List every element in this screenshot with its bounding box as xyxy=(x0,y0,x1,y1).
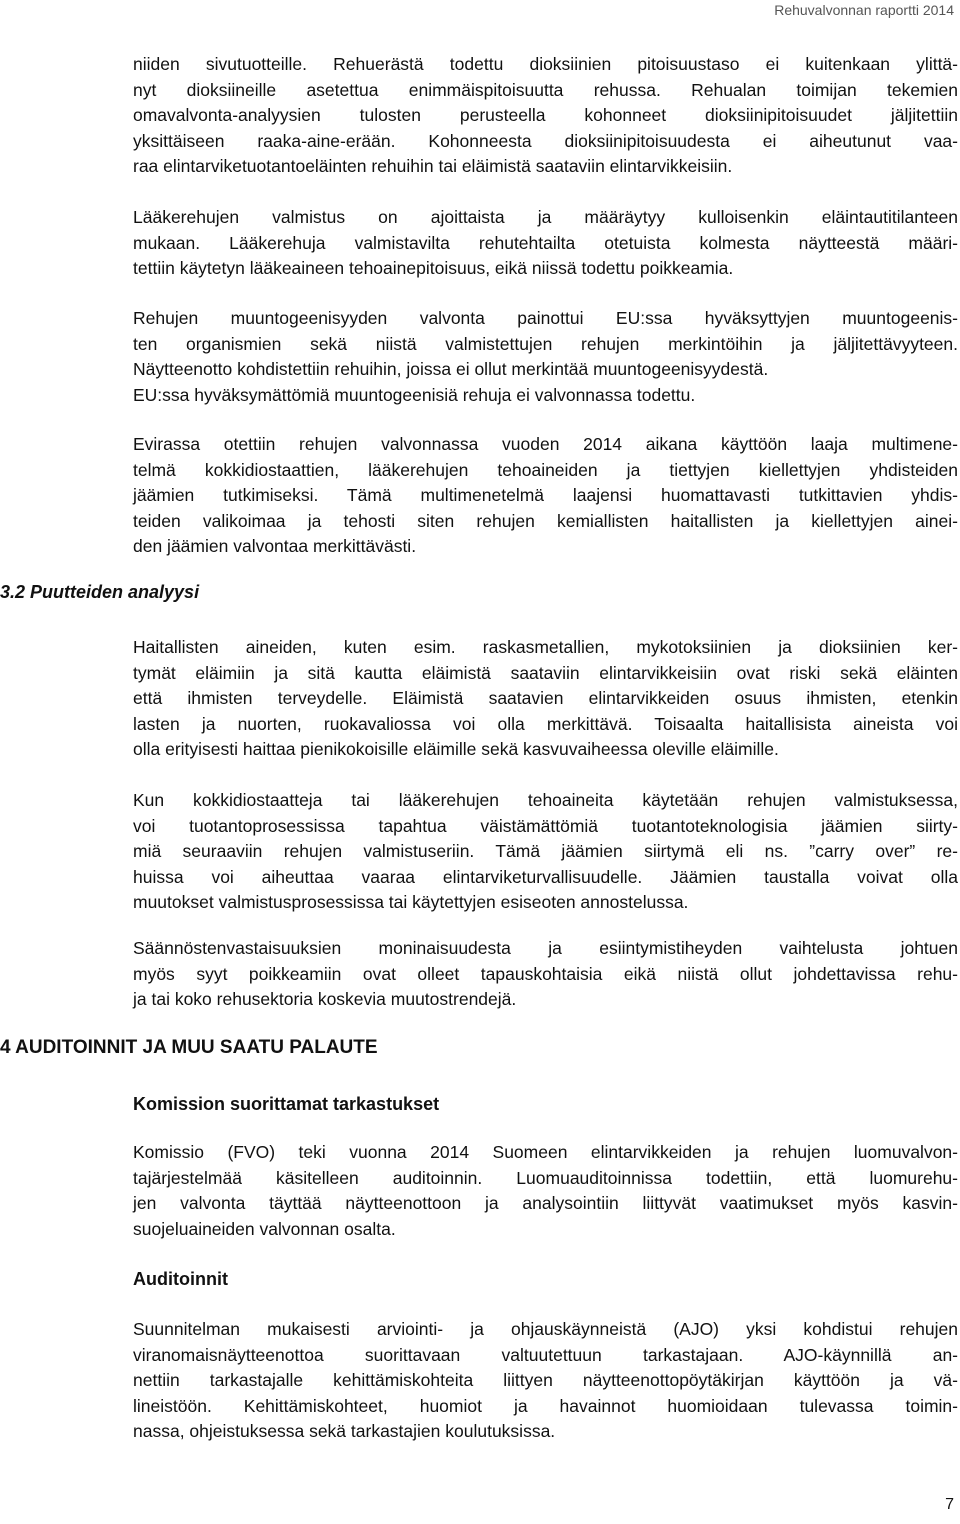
text-line: muutokset valmistusprosessissa tai käytettyjen esiseoten annostelussa. xyxy=(133,892,689,912)
text-line: teiden valikoimaa ja tehosti siten rehujen kemiallisten haitallisten ja kiellettyjen ainei- xyxy=(133,510,958,531)
paragraph-fvo-audit xyxy=(133,1140,958,1242)
text-line: Haitallisten aineiden, kuten esim. raskasmetallien, mykotoksiinien ja dioksiinien ker- xyxy=(133,637,958,657)
text-line: Säännöstenvastaisuuksien moninaisuudesta ja esiintymistiheyden vaihtelusta johtuen xyxy=(133,938,958,958)
text-line: Kun kokkidiostaatteja tai lääkerehujen tehoaineita käytetään rehujen valmistuksessa, xyxy=(133,790,958,810)
text-line: Lääkerehujen valmistus on ajoittaista ja määräytyy kulloisenkin eläintautitilanteen xyxy=(133,207,958,227)
text-line: nettiin tarkastajalle kehittämiskohteita liittyen näytteenottopöytäkirjan käyttöön ja vä- xyxy=(133,1370,958,1390)
text-line: että ihmisten terveydelle. Eläimistä saatavien elintarvikkeiden osuus ihmisten, etenkin xyxy=(133,688,958,708)
page-number: 7 xyxy=(945,1496,954,1513)
text-line: Evirassa otettiin rehujen valvonnassa vuoden 2014 aikana käyttöön laaja multimene- xyxy=(133,434,958,454)
text-line: olla erityisesti haittaa pienikokoisille eläimille sekä kasvuvaiheessa oleville eläimille. xyxy=(133,739,779,759)
paragraph-dioxin xyxy=(133,52,958,180)
text-line: yksittäiseen raaka-aine-erään. Kohonneesta dioksiinipitoisuudesta ei aiheutunut vaa- xyxy=(133,130,958,151)
running-header: Rehuvalvonnan raportti 2014 xyxy=(774,2,954,18)
text-line: voi tuotantoprosessissa tapahtua väistämättömiä tuotantoteknologisia jäämien siirty- xyxy=(133,815,958,836)
text-line: miä seuraaviin rehujen valmistuseriin. Tämä jäämien siirtymä eli ns. ”carry over” re- xyxy=(133,841,958,861)
paragraph-non-compliance xyxy=(133,936,958,1013)
text-line: omavalvonta-analyysien tulosten perusteella kohonneet dioksiinipitoisuudet jäljitettiin xyxy=(133,105,958,125)
text-line: ten organismien sekä niistä valmistettujen rehujen merkintöihin ja jäljitettävyyteen. xyxy=(133,333,958,354)
text-line: myös syyt poikkeamiin ovat olleet tapauskohtaisia eikä niistä ollut johdettavissa rehu- xyxy=(133,963,958,984)
text-line: nassa, ohjeistuksessa sekä tarkastajien koulutuksissa. xyxy=(133,1421,556,1441)
text-line: Komissio (FVO) teki vuonna 2014 Suomeen elintarvikkeiden ja rehujen luomuvalvon- xyxy=(133,1142,958,1162)
text-line: huissa voi aiheuttaa vaaraa elintarviketurvallisuudelle. Jäämien taustalla voivat olla xyxy=(133,866,958,887)
subheading-audits: Auditoinnit xyxy=(133,1269,228,1289)
paragraph-gmo xyxy=(133,306,958,408)
text-line: tymät eläimiin ja sitä kautta eläimistä saataviin elintarvikkeisiin ovat riski sekä eläinten xyxy=(133,662,958,683)
text-line: tettiin käytetyn lääkeaineen tehoainepitoisuus, eikä niissä todettu poikkeamia. xyxy=(133,258,734,278)
section-heading-3-2: 3.2 Puutteiden analyysi xyxy=(0,582,200,602)
text-line: jen valvonta täyttää näytteenottoon ja analysointiin liittyvät vaatimukset myös kasvin- xyxy=(133,1193,958,1213)
paragraph-ajo-visits xyxy=(133,1317,958,1445)
text-line: Näytteenotto kohdistettiin rehuihin, joissa ei ollut merkintää muuntogeenisyydestä. xyxy=(133,359,769,379)
text-line: telmä kokkidiostaattien, lääkerehujen tehoaineiden ja tiettyjen kiellettyjen yhdisteiden xyxy=(133,459,958,480)
text-line: raa elintarviketuotantoeläinten rehuihin tai eläimistä saataviin elintarvikkeisiin. xyxy=(133,156,733,176)
text-line: den jäämien valvontaa merkittävästi. xyxy=(133,536,417,556)
text-line: niiden sivutuotteille. Rehuerästä todettu dioksiinien pitoisuustaso ei kuitenkaan ylittä- xyxy=(133,54,958,74)
text-line: Suunnitelman mukaisesti arviointi- ja ohjauskäynneistä (AJO) yksi kohdistui rehujen xyxy=(133,1319,958,1339)
text-line: suojeluaineiden valvonnan osalta. xyxy=(133,1218,396,1239)
text-line: lineistöön. Kehittämiskohteet, huomiot ja havainnot huomioidaan tulevassa toimin- xyxy=(133,1395,958,1416)
text-line: nyt dioksiineille asetettua enimmäispitoisuutta rehussa. Rehualan toimijan tekemien xyxy=(133,79,958,100)
paragraph-carry-over xyxy=(133,788,958,916)
text-line: tajärjestelmää käsitelleen auditoinnin. Luomuauditoinnissa todettiin, että luomurehu- xyxy=(133,1167,958,1188)
paragraph-harmful-substances xyxy=(133,635,958,763)
chapter-heading-4: 4 AUDITOINNIT JA MUU SAATU PALAUTE xyxy=(0,1037,378,1058)
text-line: EU:ssa hyväksymättömiä muuntogeenisiä rehuja ei valvonnassa todettu. xyxy=(133,384,696,405)
text-line: lasten ja nuorten, ruokavaliossa voi olla merkittävä. Toisaalta haitallisista aineista voi xyxy=(133,713,958,734)
text-line: mukaan. Lääkerehuja valmistavilta rehutehtailta otetuista kolmesta näytteestä määri- xyxy=(133,232,958,253)
text-line: ja tai koko rehusektoria koskevia muutostrendejä. xyxy=(133,989,517,1009)
subheading-commission-inspections: Komission suorittamat tarkastukset xyxy=(133,1094,440,1114)
text-line: jäämien tutkimiseksi. Tämä multimenetelmä laajensi huomattavasti tutkittavien yhdis- xyxy=(133,485,958,505)
text-line: Rehujen muuntogeenisyyden valvonta painottui EU:ssa hyväksyttyjen muuntogeenis- xyxy=(133,308,958,328)
paragraph-multimethod xyxy=(133,432,958,560)
text-line: viranomaisnäytteenottoa suorittavaan valtuutettuun tarkastajaan. AJO-käynnillä an- xyxy=(133,1344,958,1365)
paragraph-medicated-feed xyxy=(133,205,958,282)
